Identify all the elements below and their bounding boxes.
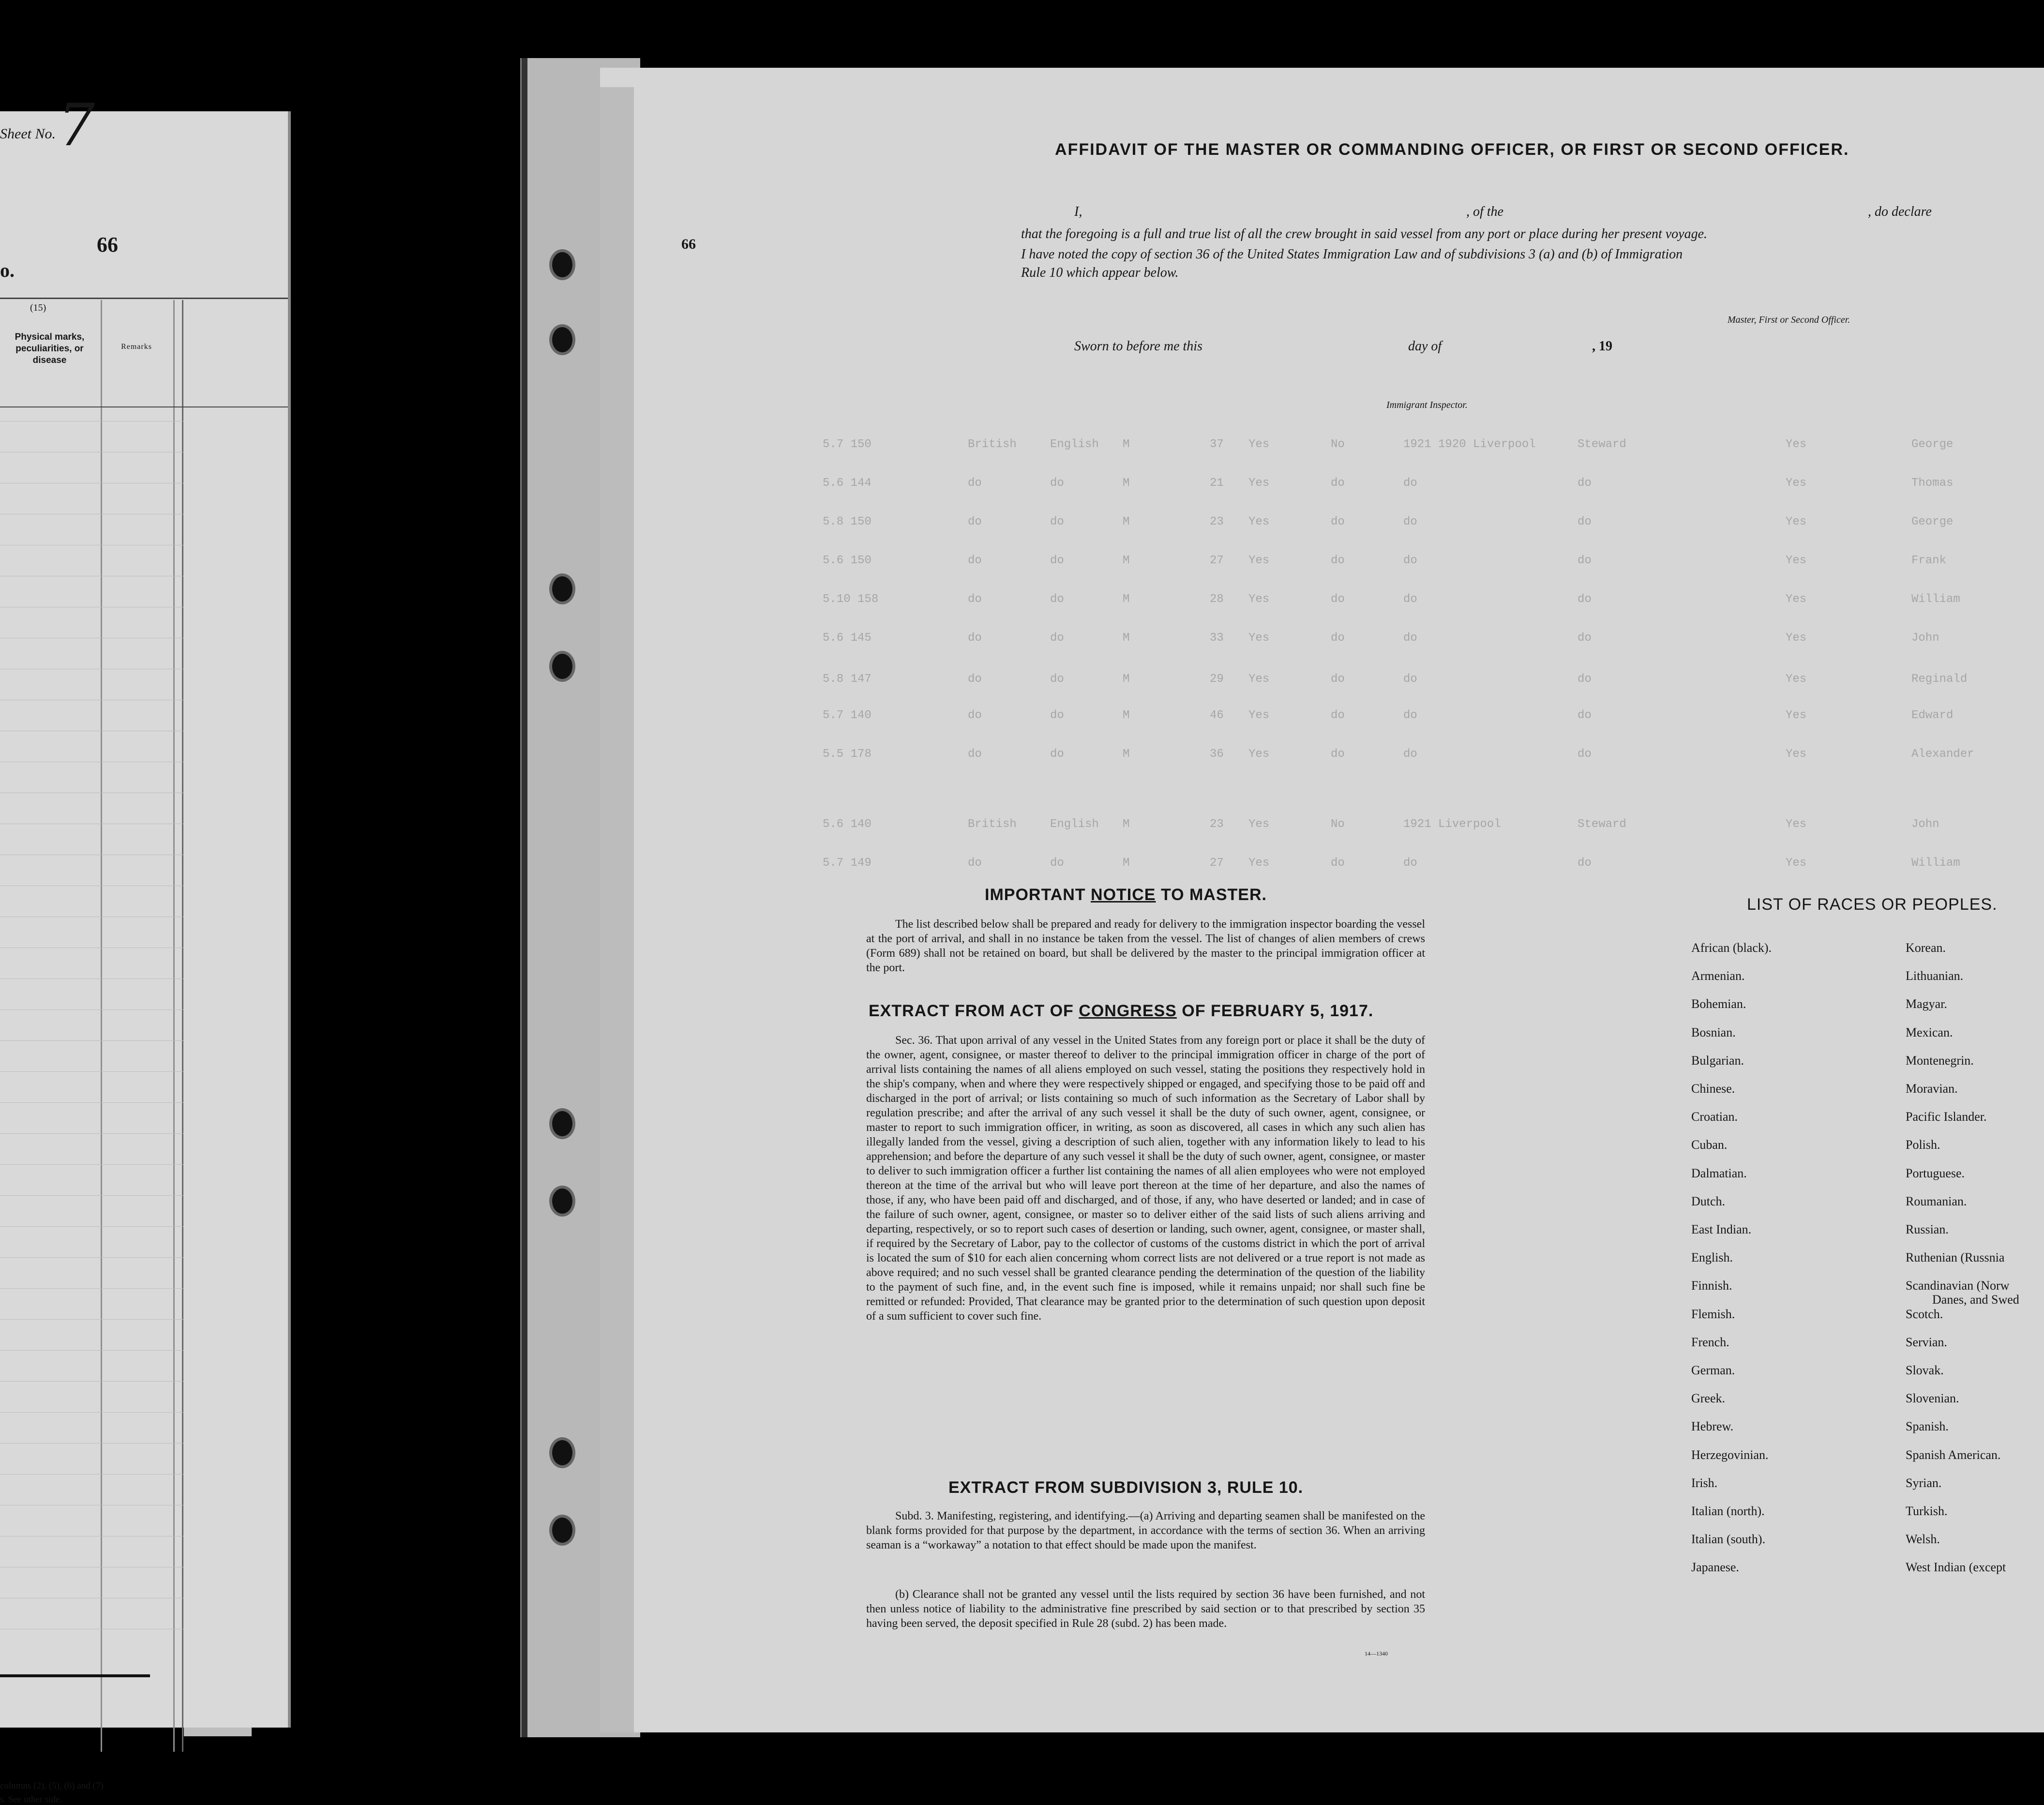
race-entry: Polish.	[1906, 1138, 1940, 1152]
ruled-line	[0, 1412, 184, 1413]
ghost-cell: English	[1050, 818, 1099, 831]
affidavit-title: AFFIDAVIT OF THE MASTER OR COMMANDING OFFICER, OR FIRST OR SECOND OFFICER.	[1055, 140, 1849, 159]
ghost-cell: do	[1331, 748, 1345, 761]
ruled-line	[0, 1288, 184, 1289]
ghost-cell: 37	[1210, 438, 1224, 451]
punch-hole	[549, 1437, 575, 1468]
ghost-cell: Yes	[1248, 593, 1270, 606]
ghost-cell: do	[1578, 554, 1592, 567]
race-entry: Japanese.	[1691, 1560, 1739, 1575]
race-entry: Finnish.	[1691, 1279, 1732, 1293]
ghost-cell: do	[1050, 748, 1064, 761]
sworn-text: Sworn to before me this	[1074, 339, 1202, 354]
ruled-line	[0, 1226, 184, 1227]
ghost-cell: do	[1331, 857, 1345, 870]
race-entry: Russian.	[1906, 1222, 1949, 1236]
ghost-cell: Yes	[1786, 709, 1807, 722]
ghost-cell: do	[1578, 515, 1592, 528]
ghost-cell: George	[1911, 515, 1954, 528]
race-entry: Pacific Islander.	[1906, 1110, 1987, 1124]
ghost-cell: Yes	[1248, 748, 1270, 761]
ghost-row	[823, 857, 2042, 871]
race-entry: Dutch.	[1691, 1194, 1726, 1208]
subdivision-a-text: Subd. 3. Manifesting, registering, and identifying.—(a) Arriving and departing seamen shall be manifested on the blank forms provided for that purpose by the department, in accordance with the terms of section 36. When an arriving seaman is a “workaway” a notation to that effect should be made upon the manifest.	[866, 1510, 1425, 1551]
race-entry: Hebrew.	[1691, 1419, 1734, 1434]
ghost-cell: British	[968, 438, 1017, 451]
race-entry: West Indian (except	[1906, 1560, 2006, 1575]
ghost-cell: 5.6 140	[823, 818, 872, 831]
ruled-line	[0, 1102, 184, 1103]
left-page	[0, 92, 291, 1805]
ghost-cell: John	[1911, 818, 1939, 831]
ghost-cell: do	[1050, 554, 1064, 567]
ghost-cell: Yes	[1786, 554, 1807, 567]
master-signature-label: Master, First or Second Officer.	[1728, 315, 1850, 325]
race-entry: African (black).	[1691, 941, 1772, 955]
binder-shadow	[522, 58, 527, 1737]
ghost-cell: do	[1403, 709, 1417, 722]
ghost-cell: 23	[1210, 818, 1224, 831]
notice-body: The list described below shall be prepared and ready for delivery to the immigration inspector boarding the vessel at the port of arrival, and shall in no instance be taken from the vessel. The list of changes of alien members of crews (Form 689) shall not be retained on board, but shall be delivered by the master to the principal immigration officer at the port.	[866, 918, 1425, 974]
ghost-cell: Yes	[1248, 515, 1270, 528]
race-entry: Greek.	[1691, 1391, 1726, 1406]
race-entry: Roumanian.	[1906, 1194, 1967, 1208]
race-entry: Dalmatian.	[1691, 1166, 1747, 1180]
ghost-cell: No	[1331, 438, 1345, 451]
ghost-cell: Yes	[1248, 818, 1270, 831]
ruled-line	[0, 1164, 184, 1165]
ghost-cell: do	[1403, 673, 1417, 686]
header-rule	[0, 406, 288, 407]
ghost-cell: do	[1578, 748, 1592, 761]
ghost-cell: No	[1331, 818, 1345, 831]
ghost-row	[823, 515, 2042, 530]
ghost-cell: do	[1331, 709, 1345, 722]
ghost-cell: do	[1050, 515, 1064, 528]
ghost-cell: do	[968, 593, 982, 606]
ghost-cell: 5.8 147	[823, 673, 872, 686]
ghost-cell: do	[1050, 709, 1064, 722]
races-title: LIST OF RACES OR PEOPLES.	[1747, 895, 1998, 914]
race-entry: Spanish.	[1906, 1419, 1949, 1434]
ghost-cell: 27	[1210, 857, 1224, 870]
physical-marks-header: Physical marks, peculiarities, or disease	[15, 332, 85, 365]
race-entry: Moravian.	[1906, 1082, 1958, 1096]
ghost-cell: do	[1578, 673, 1592, 686]
race-entry: Ruthenian (Russnia	[1906, 1250, 2005, 1265]
ghost-cell: do	[1331, 515, 1345, 528]
ghost-cell: do	[1403, 593, 1417, 606]
ghost-cell: do	[1403, 857, 1417, 870]
footer-note: columns (2), (5), (6) and (7)	[0, 1781, 104, 1791]
ghost-cell: M	[1123, 673, 1130, 686]
year-prefix: , 19	[1592, 339, 1612, 354]
ghost-cell: William	[1911, 857, 1960, 870]
ghost-cell: 29	[1210, 673, 1224, 686]
punch-hole	[549, 651, 575, 682]
ghost-cell: Yes	[1786, 515, 1807, 528]
race-entry: Bulgarian.	[1691, 1053, 1744, 1068]
section-36-text: Sec. 36. That upon arrival of any vessel in the United States from any foreign port or place it shall be the duty of the owner, agent, consignee, or master thereof to deliver to the principal immigration officer in charge of the port of arrival lists containing the names of all aliens employed on such vessel, stating the positions they respectively hold in the ship's company, when and where they were respectively shipped or engaged, and specifying those to be paid off and discharged in the port of arrival; or lists containing so much of such information as the Secretary of Labor shall by regulation prescribe; and after the arrival of any such vessel it shall be the duty of such owner, agent, consignee, or master to report to such immigration officer, in writing, as soon as discovered, all cases in which any such alien has illegally landed from the vessel, giving a description of such alien, together with any information likely to lead to his apprehension; and before the departure of any such vessel it shall be the duty of such owner, agent, consignee, or master to deliver to such immigration officer a further list containing the names of all alien employees who were not employed thereon at the time of the arrival but who will leave port thereon at the time of her departure, and also the names of those, if any, who have been paid off and discharged, and of those, if any, who have deserted or landed; and in case of the failure of such owner, agent, consignee, or master so to deliver either of the said lists of such aliens arriving and departing, respectively, or so to report such cases of desertion or landing, such owner, agent, consignee, or master shall, if required by the Secretary of Labor, pay to the collector of customs of the customs district in which the port of arrival is located the sum of $10 for each alien concerning whom correct lists are not delivered or a true report is not made as above required; and no such vessel shall be granted clearance pending the determination of the question of the liability to the payment of such fine, and, in the event such fine is imposed, while it remains unpaid; nor shall such fine be remitted or refunded: Provided, That clearance may be granted prior to the determination of such question upon deposit of a sum sufficient to cover such fine.	[866, 1034, 1425, 1323]
ruled-line	[0, 1257, 184, 1258]
race-entry: Mexican.	[1906, 1025, 1953, 1039]
ghost-cell: Yes	[1786, 857, 1807, 870]
affidavit-declare: , do declare	[1868, 204, 1932, 219]
ghost-row	[823, 632, 2042, 646]
bottom-rule	[0, 1674, 150, 1677]
title-part: OF FEBRUARY 5, 1917.	[1176, 1002, 1374, 1020]
ruled-line	[0, 1009, 184, 1010]
punch-hole	[549, 1186, 575, 1217]
ruled-line	[0, 1071, 184, 1072]
race-entry: Armenian.	[1691, 969, 1745, 983]
ghost-cell: do	[1403, 632, 1417, 645]
race-entry: Welsh.	[1906, 1532, 1940, 1547]
ghost-cell: 5.5 178	[823, 748, 872, 761]
margin-number: 66	[681, 236, 696, 252]
race-entry: German.	[1691, 1363, 1735, 1377]
ghost-cell: Reginald	[1911, 673, 1968, 686]
ghost-cell: do	[1403, 515, 1417, 528]
ruled-line	[0, 1443, 184, 1444]
affidavit-of-the: , of the	[1466, 204, 1503, 219]
form-code: 14—1340	[1365, 1650, 1388, 1657]
race-entry: Flemish.	[1691, 1307, 1735, 1321]
ghost-cell: Yes	[1786, 673, 1807, 686]
race-entry: Spanish American.	[1906, 1447, 2001, 1462]
ghost-cell: William	[1911, 593, 1960, 606]
race-entry: Servian.	[1906, 1335, 1947, 1349]
ghost-cell: do	[1403, 477, 1417, 490]
ghost-cell: do	[968, 673, 982, 686]
ghost-cell: do	[1050, 632, 1064, 645]
title-part: EXTRACT FROM ACT OF	[869, 1002, 1079, 1020]
ghost-cell: do	[968, 632, 982, 645]
ghost-cell: Yes	[1786, 632, 1807, 645]
ghost-cell: M	[1123, 593, 1130, 606]
ghost-cell: Steward	[1578, 438, 1626, 451]
notice-title-word: NOTICE	[1091, 886, 1156, 904]
footer-note: s. See other side.	[0, 1794, 62, 1805]
ghost-cell: 33	[1210, 632, 1224, 645]
race-entry: Italian (north).	[1691, 1504, 1765, 1518]
ghost-cell: M	[1123, 515, 1130, 528]
inspector-signature-label: Immigrant Inspector.	[1386, 400, 1468, 410]
ghost-cell: Yes	[1248, 709, 1270, 722]
ghost-cell: Yes	[1786, 438, 1807, 451]
race-entry: East Indian.	[1691, 1222, 1752, 1236]
ghost-cell: Yes	[1248, 554, 1270, 567]
column-divider	[101, 300, 102, 1752]
ghost-cell: 23	[1210, 515, 1224, 528]
column-number: (15)	[30, 302, 46, 313]
ghost-cell: Alexander	[1911, 748, 1974, 761]
ghost-cell: do	[1578, 477, 1592, 490]
ghost-row	[823, 477, 2042, 491]
ghost-cell: 5.6 144	[823, 477, 872, 490]
punch-hole	[549, 324, 575, 355]
affidavit-line: I have noted the copy of section 36 of the United States Immigration Law and of subdivisions 3 (a) and (b) of Immigration	[1021, 247, 1683, 262]
ghost-cell: do	[968, 515, 982, 528]
ghost-row	[823, 593, 2042, 607]
race-entry: Herzegovinian.	[1691, 1447, 1769, 1462]
ghost-cell: English	[1050, 438, 1099, 451]
ghost-cell: do	[1403, 748, 1417, 761]
race-entry: French.	[1691, 1335, 1729, 1349]
partial-heading: o.	[0, 259, 15, 281]
ghost-cell: M	[1123, 477, 1130, 490]
ghost-cell: Thomas	[1911, 477, 1954, 490]
act-extract-title	[869, 1002, 1373, 1021]
notice-title	[985, 886, 1267, 904]
ghost-cell: Yes	[1786, 593, 1807, 606]
ghost-cell: Steward	[1578, 818, 1626, 831]
race-entry: Portuguese.	[1906, 1166, 1965, 1180]
ghost-row	[823, 673, 2042, 687]
sheet-label: Sheet No.	[0, 126, 56, 142]
punch-hole	[549, 1108, 575, 1139]
ghost-cell: Yes	[1248, 477, 1270, 490]
ghost-cell: 5.6 150	[823, 554, 872, 567]
race-entry: Cuban.	[1691, 1138, 1728, 1152]
ghost-cell: do	[1403, 554, 1417, 567]
ghost-cell: do	[1050, 593, 1064, 606]
ghost-cell: Yes	[1248, 438, 1270, 451]
ghost-row	[823, 709, 2042, 723]
ghost-cell: Yes	[1248, 857, 1270, 870]
ghost-cell: 5.7 150	[823, 438, 872, 451]
race-entry: Croatian.	[1691, 1110, 1738, 1124]
ruled-line	[0, 978, 184, 979]
subdivision-b-text: (b) Clearance shall not be granted any vessel until the lists required by section 36 have been furnished, and not then unless notice of liability to the administrative fine prescribed by said section or to that prescribed by section 35 having been served, the deposit specified in Rule 28 (subd. 2) has been made.	[866, 1588, 1425, 1630]
manifest-number: 66	[97, 233, 118, 256]
ghost-cell: do	[1578, 709, 1592, 722]
ghost-cell: 28	[1210, 593, 1224, 606]
ghost-cell: 5.7 140	[823, 709, 872, 722]
ghost-cell: do	[1578, 593, 1592, 606]
race-entry: Italian (south).	[1691, 1532, 1766, 1547]
ghost-cell: do	[1050, 673, 1064, 686]
ghost-cell: 36	[1210, 748, 1224, 761]
ghost-row	[823, 748, 2042, 762]
remarks-header: Remarks	[121, 343, 152, 351]
race-entry: Magyar.	[1906, 997, 1947, 1011]
ruled-line	[0, 1133, 184, 1134]
ghost-row	[823, 818, 2042, 832]
ghost-cell: Yes	[1786, 818, 1807, 831]
ghost-cell: do	[1578, 632, 1592, 645]
ghost-cell: 46	[1210, 709, 1224, 722]
ruled-line	[0, 1350, 184, 1351]
ghost-cell: Frank	[1911, 554, 1947, 567]
ghost-cell: 1921 1920 Liverpool	[1403, 438, 1536, 451]
ghost-cell: 27	[1210, 554, 1224, 567]
ghost-cell: 21	[1210, 477, 1224, 490]
ghost-cell: Yes	[1248, 673, 1270, 686]
ghost-cell: Yes	[1786, 477, 1807, 490]
ruled-line	[0, 1040, 184, 1041]
race-entry: Turkish.	[1906, 1504, 1948, 1518]
ghost-cell: 1921 Liverpool	[1403, 818, 1501, 831]
punch-hole	[549, 249, 575, 280]
ghost-cell: do	[1050, 857, 1064, 870]
affidavit-line: that the foregoing is a full and true list of all the crew brought in said vessel from any port or place during her present voyage.	[1021, 226, 1708, 241]
punch-hole	[549, 1515, 575, 1546]
race-entry: Korean.	[1906, 941, 1946, 955]
ghost-row	[823, 554, 2042, 569]
race-entry: Danes, and Swed	[1932, 1292, 2019, 1307]
ghost-cell: do	[1331, 593, 1345, 606]
race-entry: Bosnian.	[1691, 1025, 1736, 1039]
ghost-cell: M	[1123, 818, 1130, 831]
title-part: CONGRESS	[1079, 1002, 1177, 1020]
ghost-cell: do	[1331, 673, 1345, 686]
race-entry: Montenegrin.	[1906, 1053, 1974, 1068]
race-entry: Slovak.	[1906, 1363, 1944, 1377]
race-entry: Scotch.	[1906, 1307, 1943, 1321]
ghost-cell: Yes	[1248, 632, 1270, 645]
ghost-cell: do	[1050, 477, 1064, 490]
ghost-cell: do	[1331, 477, 1345, 490]
race-entry: Bohemian.	[1691, 997, 1746, 1011]
ghost-cell: 5.10 158	[823, 593, 879, 606]
ruled-line	[0, 1381, 184, 1382]
ghost-cell: do	[968, 554, 982, 567]
notice-title-word: TO MASTER.	[1160, 886, 1267, 904]
ghost-cell: M	[1123, 438, 1130, 451]
ruled-line	[0, 1319, 184, 1320]
ghost-cell: Edward	[1911, 709, 1954, 722]
affidavit-line: Rule 10 which appear below.	[1021, 265, 1179, 280]
ghost-cell: do	[1331, 554, 1345, 567]
ghost-cell: 5.7 149	[823, 857, 872, 870]
punch-hole	[549, 573, 575, 604]
ghost-cell: do	[1578, 857, 1592, 870]
column-divider	[173, 300, 175, 1752]
page-fold	[600, 87, 634, 1732]
race-entry: English.	[1691, 1250, 1733, 1265]
sheet-number: 7	[58, 92, 95, 159]
ghost-cell: do	[968, 748, 982, 761]
ghost-cell: M	[1123, 857, 1130, 870]
race-entry: Slovenian.	[1906, 1391, 1959, 1406]
day-of-text: day of	[1408, 339, 1442, 354]
ghost-cell: British	[968, 818, 1017, 831]
ghost-cell: 5.6 145	[823, 632, 872, 645]
ghost-cell: M	[1123, 748, 1130, 761]
ghost-cell: M	[1123, 554, 1130, 567]
ghost-row	[823, 438, 2042, 452]
ghost-cell: do	[968, 477, 982, 490]
ghost-cell: do	[968, 709, 982, 722]
race-entry: Irish.	[1691, 1475, 1718, 1490]
ghost-cell: do	[968, 857, 982, 870]
column-divider	[182, 300, 183, 1752]
race-entry: Scandinavian (Norw	[1906, 1279, 2010, 1293]
rule-extract-title: EXTRACT FROM SUBDIVISION 3, RULE 10.	[948, 1478, 1304, 1497]
ghost-cell: Yes	[1786, 748, 1807, 761]
race-entry: Syrian.	[1906, 1475, 1942, 1490]
ghost-cell: John	[1911, 632, 1939, 645]
race-entry: Chinese.	[1691, 1082, 1735, 1096]
ghost-cell: do	[1331, 632, 1345, 645]
notice-title-word: IMPORTANT	[985, 886, 1086, 904]
ghost-cell: 5.8 150	[823, 515, 872, 528]
ghost-cell: M	[1123, 632, 1130, 645]
ghost-cell: George	[1911, 438, 1954, 451]
header-rule	[0, 298, 288, 299]
race-entry: Lithuanian.	[1906, 969, 1964, 983]
affidavit-i: I,	[1074, 204, 1082, 219]
ghost-cell: M	[1123, 709, 1130, 722]
ruled-line	[0, 1195, 184, 1196]
